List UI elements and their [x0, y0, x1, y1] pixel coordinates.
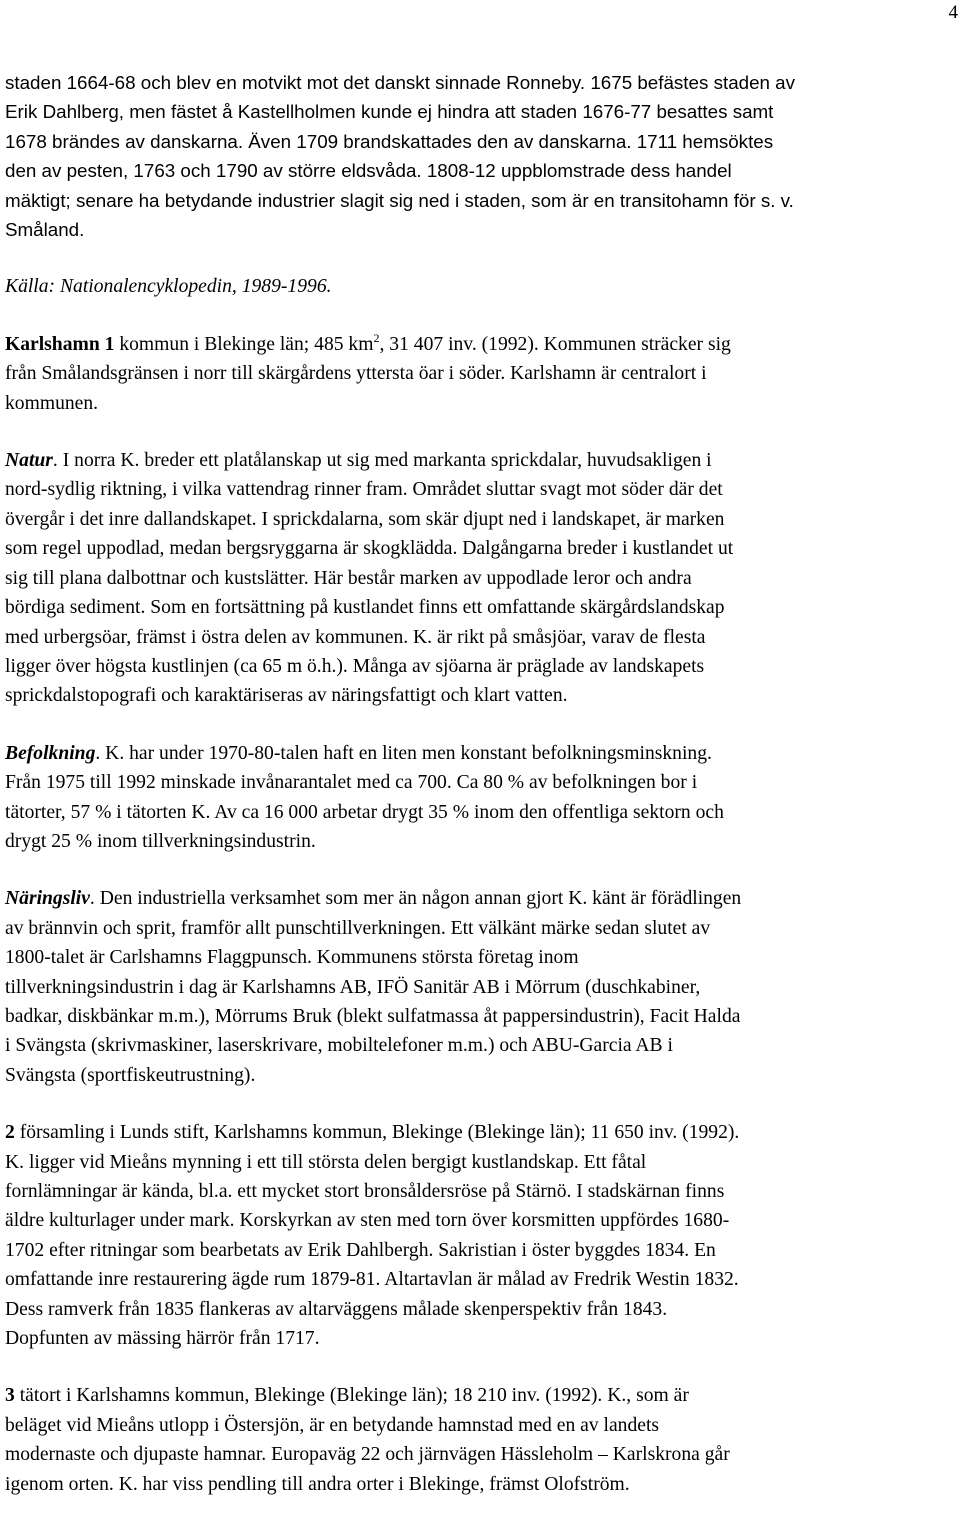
text-line: beläget vid Mieåns utlopp i Östersjön, är en betydande hamnstad med en av landets: [5, 1414, 660, 1436]
text-line: som regel uppodlad, medan bergsryggarna är skogklädda. Dalgångarna breder i kustlandet ut: [5, 538, 734, 560]
text-line: badkar, diskbänkar m.m.), Mörrums Bruk (blekt sulfatmassa åt pappersindustrin), Facit Halda: [5, 1005, 741, 1027]
document-body: [5, 68, 957, 1527]
naringsliv-paragraph: [5, 884, 957, 1090]
text-line: den av pesten, 1763 och 1790 av större eldsvåda. 1808-12 uppblomstrade dess handel: [5, 160, 732, 182]
naringsliv-label: Näringsliv: [5, 888, 90, 910]
text-line: igenom orten. K. har viss pendling till andra orter i Blekinge, främst Olofström.: [5, 1473, 630, 1495]
source-citation: [5, 272, 957, 301]
text-line: av brännvin och sprit, framför allt punschtillverkningen. Ett välkänt märke sedan slutet av: [5, 917, 711, 939]
text-line: sig till plana dalbottnar och kustslätter. Här består marken av uppodlade leror och andra: [5, 567, 692, 589]
text-line: [5, 739, 957, 768]
natur-paragraph: [5, 446, 957, 711]
text-line: fornlämningar är kända, bl.a. ett mycket stort bronsåldersröse på Stärnö. I stadskärnan finns: [5, 1181, 725, 1202]
history-paragraph: [5, 68, 957, 244]
entry-1-text: kommun i Blekinge län; 485 km: [114, 333, 374, 355]
text-line: Från 1975 till 1992 minskade invånarantalet med ca 700. Ca 80 % av befolkningen bor i: [5, 772, 698, 794]
text-line: Svängsta (sportfiskeutrustning).: [5, 1064, 256, 1086]
befolkning-label: Befolkning: [5, 742, 96, 764]
entry-2-number: 2: [5, 1122, 15, 1144]
text-line: tillverkningsindustrin i dag är Karlshamns AB, IFÖ Sanitär AB i Mörrum (duschkabiner,: [5, 976, 701, 998]
text-line: tätorter, 57 % i tätorten K. Av ca 16 000 arbetar drygt 35 % inom den offentliga sektorn och: [5, 801, 724, 823]
entry-1-paragraph: [5, 330, 957, 418]
text-line: Småland.: [5, 219, 85, 241]
text-line: övergår i det inre dallandskapet. I sprickdalarna, som skär djupt ned i landskapet, är marken: [5, 508, 725, 530]
text-line: drygt 25 % inom tillverkningsindustrin.: [5, 830, 316, 852]
natur-text: . I norra K. breder ett platålanskap ut sig med markanta sprickdalar, huvudsakligen i: [52, 450, 712, 472]
text-line: 1702 efter ritningar som bearbetats av Erik Dahlbergh. Sakristian i öster byggdes 1834. En: [5, 1239, 716, 1261]
text-line: staden 1664-68 och blev en motvikt mot det danskt sinnade Ronneby. 1675 befästes staden av: [5, 72, 796, 93]
text-line: [5, 884, 957, 913]
page-number: 4: [948, 2, 958, 23]
text-line: Erik Dahlberg, men fästet å Kastellholmen kunde ej hindra att staden 1676-77 besattes samt: [5, 101, 774, 123]
text-line: [5, 1381, 957, 1410]
entry-1-text: , 31 407 inv. (1992). Kommunen sträcker sig: [379, 333, 731, 355]
text-line: ligger över högsta kustlinjen (ca 65 m ö.h.). Många av sjöarna är präglade av landskapets: [5, 655, 705, 677]
superscript: 2: [373, 330, 380, 345]
entry-3-paragraph: [5, 1381, 957, 1499]
naringsliv-text: . Den industriella verksamhet som mer än någon annan gjort K. känt är förädlingen: [89, 888, 742, 910]
entry-2-paragraph: [5, 1118, 957, 1353]
text-line: i Svängsta (skrivmaskiner, laserskrivare, mobiltelefoner m.m.) och ABU-Garcia AB i: [5, 1035, 673, 1057]
text-line: från Smålandsgränsen i norr till skärgårdens yttersta öar i söder. Karlshamn är centralort i: [5, 363, 707, 385]
source-text: Källa: Nationalencyklopedin, 1989-1996.: [5, 276, 332, 298]
text-line: 1678 brändes av danskarna. Även 1709 brandskattades den av danskarna. 1711 hemsöktes: [5, 130, 774, 152]
text-line: [5, 446, 957, 475]
text-line: sprickdalstopografi och karaktäriseras av näringsfattigt och klart vatten.: [5, 685, 568, 707]
text-line: Dess ramverk från 1835 flankeras av altarväggens målade skenperspektiv från 1843.: [5, 1298, 668, 1320]
text-line: äldre kulturlager under mark. Korskyrkan av sten med torn över korsmitten uppfördes 1680-: [5, 1210, 730, 1232]
text-line: kommunen.: [5, 392, 99, 414]
text-line: Dopfunten av mässing härrör från 1717.: [5, 1328, 320, 1350]
text-line: nord-sydlig riktning, i vilka vattendrag rinner fram. Området sluttar svagt mot söder där det: [5, 479, 723, 501]
text-line: bördiga sediment. Som en fortsättning på kustlandet finns ett omfattande skärgårdslandskap: [5, 597, 725, 619]
natur-label: Natur: [5, 450, 53, 472]
entry-3-number: 3: [5, 1385, 15, 1407]
text-line: med urbergsöar, främst i östra delen av kommunen. K. är rikt på småsjöar, varav de flesta: [5, 626, 706, 648]
entry-2-text: församling i Lunds stift, Karlshamns kommun, Blekinge (Blekinge län); 11 650 inv. (1992).: [14, 1122, 740, 1144]
text-line: mäktigt; senare ha betydande industrier slagit sig ned i staden, som är en transitohamn för s. v.: [5, 189, 794, 211]
text-line: [5, 330, 957, 359]
entry-3-text: tätort i Karlshamns kommun, Blekinge (Blekinge län); 18 210 inv. (1992). K., som är: [14, 1385, 689, 1407]
befolkning-text: . K. har under 1970-80-talen haft en liten men konstant befolkningsminskning.: [95, 742, 712, 764]
text-line: [5, 1118, 957, 1147]
text-line: omfattande inre restaurering ägde rum 1879-81. Altartavlan är målad av Fredrik Westin 1832.: [5, 1269, 739, 1291]
befolkning-paragraph: [5, 739, 957, 857]
entry-1-heading: Karlshamn 1: [5, 333, 115, 355]
text-line: K. ligger vid Mieåns mynning i ett till största delen bergigt kustlandskap. Ett fåtal: [5, 1151, 647, 1173]
text-line: 1800-talet är Carlshamns Flaggpunsch. Kommunens största företag inom: [5, 947, 579, 969]
text-line: modernaste och djupaste hamnar. Europaväg 22 och järnvägen Hässleholm – Karlskrona går: [5, 1444, 730, 1466]
